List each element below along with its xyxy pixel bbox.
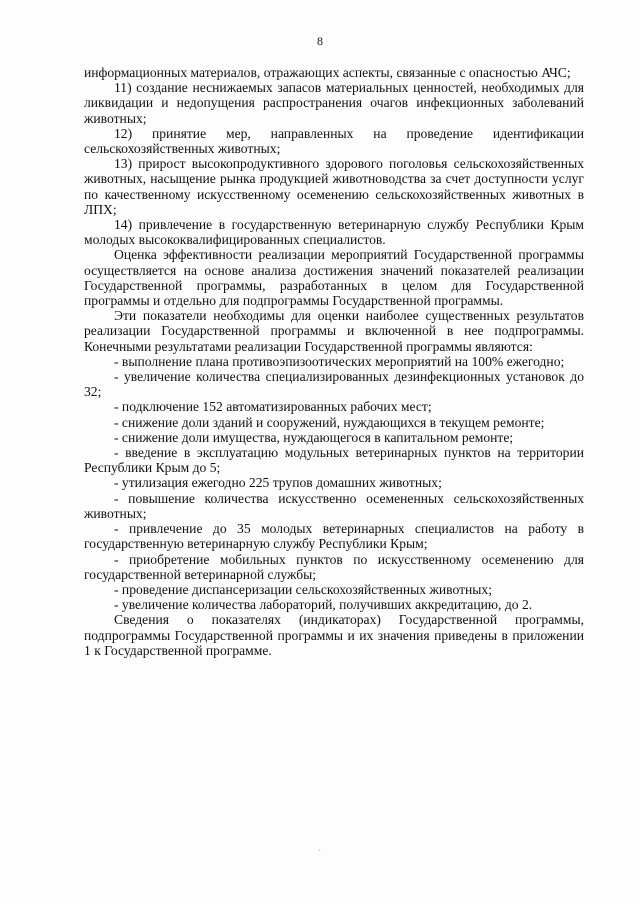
result-item: - введение в эксплуатацию модульных ветеринарных пунктов на территории Республики Крым до 5;	[84, 445, 584, 476]
paragraph-evaluation: Оценка эффективности реализации мероприятий Государственной программы осуществляется на основе анализа достижения значений показателей реализации Государственной программы, разработанных в целом для Государственной программы и отдельно для подпрограммы Государственной программы.	[84, 247, 584, 309]
result-item: - подключение 152 автоматизированных рабочих мест;	[114, 399, 432, 415]
result-item: - приобретение мобильных пунктов по искусственному осеменению для государственной ветеринарной службы;	[84, 551, 584, 582]
result-item: - проведение диспансеризации сельскохозяйственных животных;	[114, 581, 493, 597]
list-item-11: 11) создание неснижаемых запасов материальных ценностей, необходимых для ликвидации и недопущения распространения очагов инфекционных заболеваний животных;	[84, 80, 584, 126]
paragraph-appendix-reference: Сведения о показателях (индикаторах) Государственной программы, подпрограммы Государственной программы и их значения приведены в приложении 1 к Государственной программе.	[84, 612, 584, 658]
list-item-12: 12) принятие мер, направленных на проведение идентификации сельскохозяйственных животных;	[84, 125, 584, 157]
result-item: - выполнение плана противоэпизоотических мероприятий на 100% ежегодно;	[114, 353, 565, 369]
result-item: - увеличение количества специализированных дезинфекционных установок до 32;	[84, 369, 584, 400]
result-item: - увеличение количества лабораторий, получивших аккредитацию, до 2.	[114, 597, 533, 613]
result-item: - снижение доли зданий и сооружений, нуждающихся в текущем ремонте;	[114, 414, 545, 430]
result-item: - привлечение до 35 молодых ветеринарных специалистов на работу в государственную ветеринарную службу Республики Крым;	[84, 521, 584, 552]
list-item-14: 14) привлечение в государственную ветеринарную службу Республики Крым молодых высококвалифицированных специалистов.	[84, 217, 584, 248]
result-item: - утилизация ежегодно 225 трупов домашних животных;	[114, 475, 442, 491]
list-item-13: 13) прирост высокопродуктивного здорового поголовья сельскохозяйственных животных, насыщение рынка продукцией животноводства за счет доступности услуг по качественному искусственному осеменению сельскохозяйственных животных в ЛПХ;	[84, 156, 584, 217]
paragraph-continuation: информационных материалов, отражающих аспекты, связанные с опасностью АЧС;	[84, 65, 571, 80]
result-item: - снижение доли имущества, нуждающегося в капитальном ремонте;	[114, 429, 514, 445]
page-number: 8	[317, 34, 323, 48]
result-item: - повышение количества искусственно осемененных сельскохозяйственных животных;	[84, 490, 584, 521]
paragraph-indicators: Эти показатели необходимы для оценки наиболее существенных результатов реализации Государственной программы и включенной в нее подпрограммы. Конечными результатами реализации Государственной программы являются:	[84, 308, 584, 354]
scan-speck: ´	[318, 848, 321, 858]
document-body	[84, 65, 584, 658]
